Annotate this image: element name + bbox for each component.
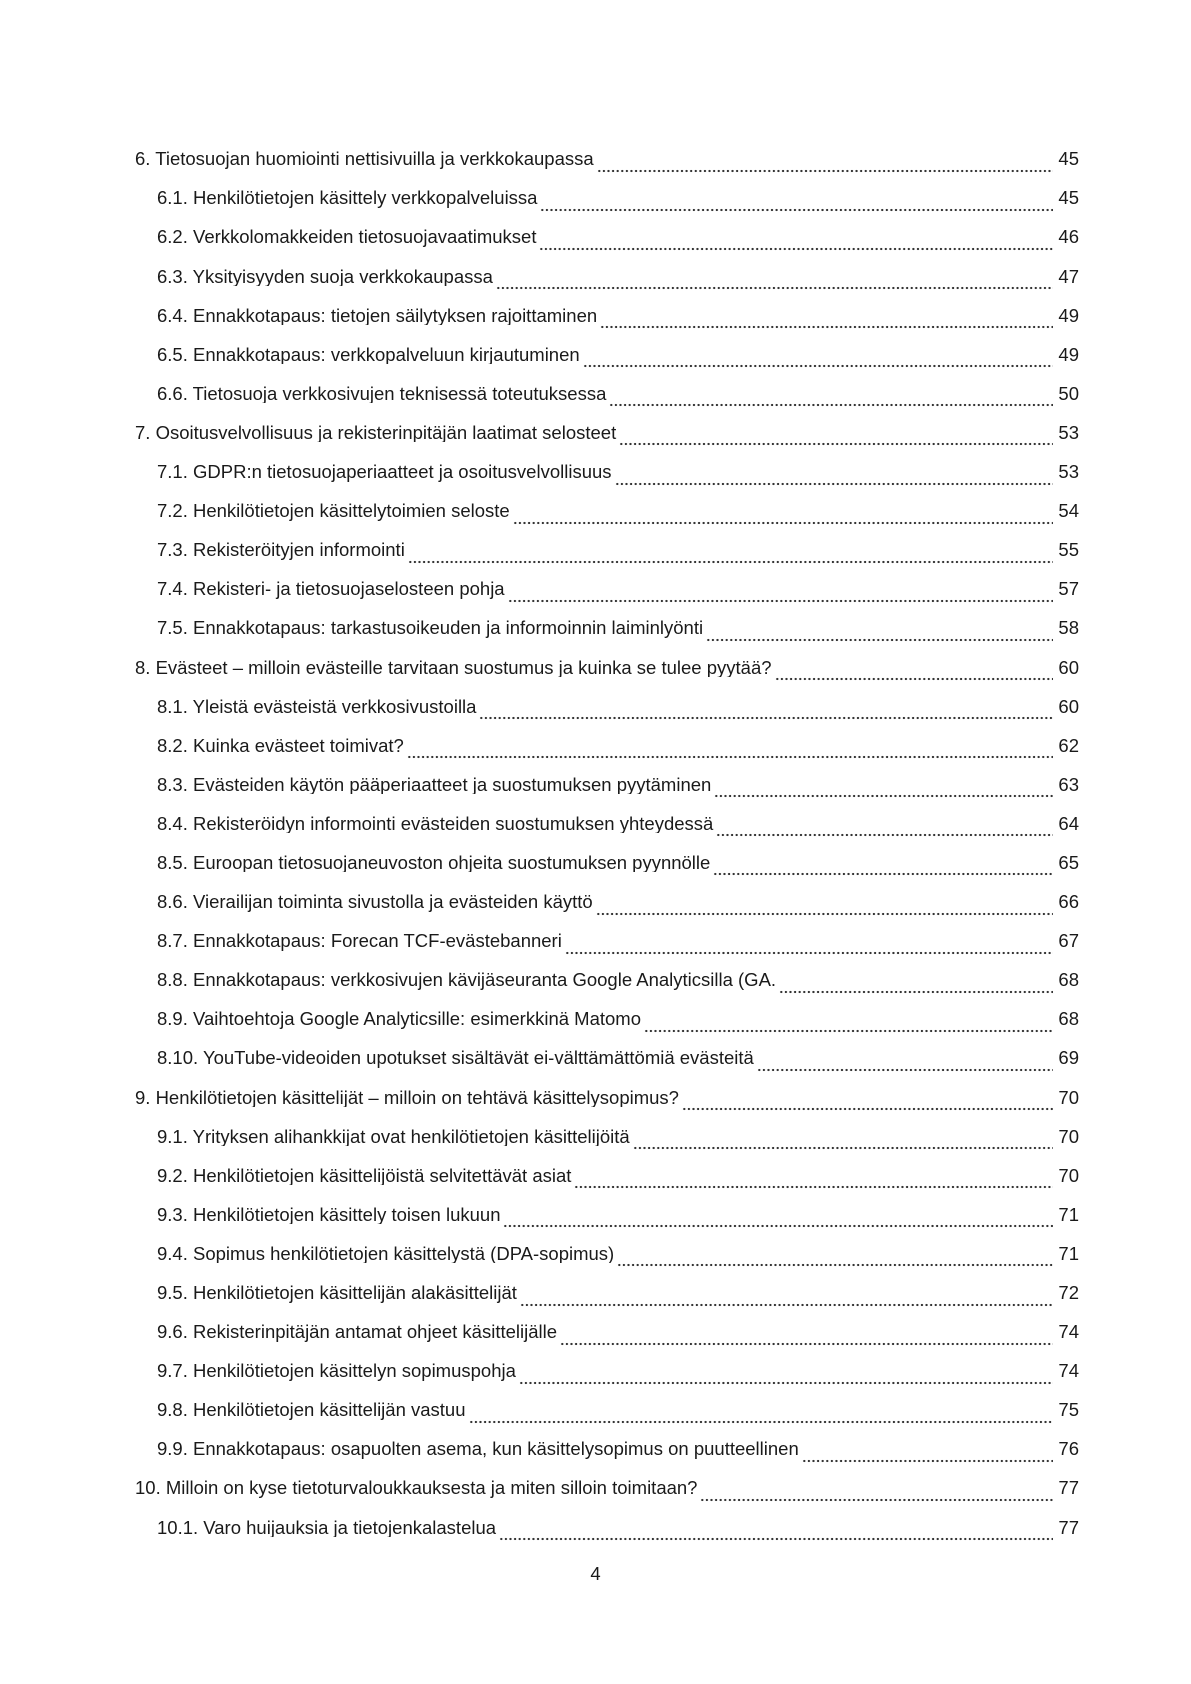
toc-entry-page-number: 47 — [1058, 265, 1079, 287]
toc-entry-page-number: 68 — [1058, 969, 1079, 991]
toc-section-entry[interactable] — [135, 726, 1079, 765]
toc-entry-page-number: 50 — [1058, 382, 1079, 404]
toc-entry-page-number: 75 — [1058, 1399, 1079, 1421]
toc-entry-page-number: 53 — [1058, 421, 1079, 443]
toc-dot-leader — [682, 1093, 1053, 1112]
toc-entry-title: 6.5. Ennakkotapaus: verkkopalveluun kirjautuminen — [157, 345, 580, 365]
toc-entry-title: 7.3. Rekisteröityjen informointi — [157, 541, 405, 560]
toc-section-entry[interactable] — [135, 883, 1079, 922]
toc-dot-leader — [513, 506, 1053, 525]
toc-entry-title: 7. Osoitusvelvollisuus ja rekisterinpitäjän laatimat selosteet — [135, 423, 617, 443]
toc-entry-page-number: 77 — [1058, 1477, 1079, 1499]
toc-section-entry[interactable] — [135, 766, 1079, 805]
toc-entry-page-number: 77 — [1058, 1516, 1079, 1538]
toc-dot-leader — [714, 780, 1053, 799]
toc-dot-leader — [615, 467, 1053, 486]
toc-section-entry[interactable] — [135, 1000, 1079, 1039]
toc-section-entry[interactable] — [135, 1391, 1079, 1430]
toc-section-entry[interactable] — [135, 1117, 1079, 1156]
toc-dot-leader — [757, 1053, 1053, 1072]
toc-entry-title: 9.1. Yrityksen alihankkijat ovat henkilötietojen käsittelijöitä — [157, 1127, 630, 1147]
toc-entry-title: 9.9. Ennakkotapaus: osapuolten asema, kun käsittelysopimus on puutteellinen — [157, 1440, 799, 1459]
toc-section-entry[interactable] — [135, 218, 1079, 257]
toc-entry-page-number: 49 — [1058, 304, 1079, 326]
toc-entry-page-number: 72 — [1058, 1282, 1079, 1304]
toc-section-entry[interactable] — [135, 257, 1079, 296]
toc-entry-page-number: 67 — [1058, 930, 1079, 952]
toc-chapter-entry[interactable] — [135, 1469, 1079, 1508]
toc-entry-title: 9.4. Sopimus henkilötietojen käsittelystä (DPA-sopimus) — [157, 1244, 615, 1264]
toc-entry-title: 10.1. Varo huijauksia ja tietojenkalastelua — [157, 1518, 497, 1538]
toc-entry-title: 6.4. Ennakkotapaus: tietojen säilytyksen rajoittaminen — [157, 306, 598, 326]
toc-section-entry[interactable] — [135, 687, 1079, 726]
toc-entry-title: 8.1. Yleistä evästeistä verkkosivustoilla — [157, 697, 477, 717]
toc-entry-title: 8.10. YouTube-videoiden upotukset sisältävät ei-välttämättömiä evästeitä — [157, 1049, 754, 1068]
toc-chapter-entry[interactable] — [135, 648, 1079, 687]
toc-entry-title: 8.2. Kuinka evästeet toimivat? — [157, 736, 404, 756]
toc-section-entry[interactable] — [135, 375, 1079, 414]
toc-chapter-entry[interactable] — [135, 414, 1079, 453]
toc-entry-title: 6.2. Verkkolomakkeiden tietosuojavaatimukset — [157, 228, 537, 247]
toc-dot-leader — [565, 936, 1053, 955]
toc-entry-title: 6.3. Yksityisyyden suoja verkkokaupassa — [157, 267, 493, 287]
toc-dot-leader — [503, 1210, 1053, 1229]
toc-section-entry[interactable] — [135, 1274, 1079, 1313]
toc-dot-leader — [700, 1483, 1053, 1502]
toc-dot-leader — [706, 623, 1053, 642]
toc-entry-title: 9.8. Henkilötietojen käsittelijän vastuu — [157, 1401, 466, 1420]
toc-entry-page-number: 70 — [1058, 1164, 1079, 1186]
toc-dot-leader — [496, 272, 1053, 291]
toc-section-entry[interactable] — [135, 335, 1079, 374]
toc-dot-leader — [479, 702, 1053, 721]
toc-entry-title: 8. Evästeet – milloin evästeille tarvitaan suostumus ja kuinka se tulee pyytää? — [135, 658, 772, 678]
toc-entry-page-number: 45 — [1058, 187, 1079, 209]
toc-chapter-entry[interactable] — [135, 1078, 1079, 1117]
toc-dot-leader — [520, 1288, 1053, 1307]
toc-entry-title: 7.5. Ennakkotapaus: tarkastusoikeuden ja informoinnin laiminlyönti — [157, 619, 704, 638]
toc-entry-title: 6.6. Tietosuoja verkkosivujen teknisessä toteutuksessa — [157, 384, 607, 404]
toc-dot-leader — [619, 428, 1053, 447]
toc-entry-title: 7.4. Rekisteri- ja tietosuojaselosteen pohja — [157, 580, 505, 599]
toc-entry-page-number: 62 — [1058, 734, 1079, 756]
toc-dot-leader — [617, 1249, 1053, 1268]
toc-dot-leader — [609, 389, 1053, 408]
toc-dot-leader — [633, 1132, 1053, 1151]
toc-dot-leader — [408, 545, 1053, 564]
toc-section-entry[interactable] — [135, 1313, 1079, 1352]
toc-entry-page-number: 65 — [1058, 851, 1079, 873]
toc-entry-page-number: 49 — [1058, 343, 1079, 365]
toc-section-entry[interactable] — [135, 1156, 1079, 1195]
toc-section-entry[interactable] — [135, 531, 1079, 570]
toc-entry-title: 10. Milloin on kyse tietoturvaloukkauksesta ja miten silloin toimitaan? — [135, 1479, 698, 1498]
toc-section-entry[interactable] — [135, 492, 1079, 531]
toc-dot-leader — [713, 858, 1053, 877]
toc-entry-title: 8.4. Rekisteröidyn informointi evästeiden suostumuksen yhteydessä — [157, 814, 714, 834]
toc-section-entry[interactable] — [135, 179, 1079, 218]
toc-entry-page-number: 71 — [1058, 1203, 1079, 1225]
toc-entry-page-number: 55 — [1058, 539, 1079, 561]
toc-entry-title: 9. Henkilötietojen käsittelijät – milloin on tehtävä käsittelysopimus? — [135, 1088, 679, 1108]
toc-dot-leader — [560, 1327, 1053, 1346]
toc-entry-page-number: 69 — [1058, 1047, 1079, 1069]
toc-entry-page-number: 74 — [1058, 1360, 1079, 1382]
toc-entry-page-number: 70 — [1058, 1086, 1079, 1108]
toc-dot-leader — [508, 584, 1053, 603]
toc-entry-page-number: 45 — [1058, 148, 1079, 170]
toc-section-entry[interactable] — [135, 296, 1079, 335]
toc-entry-title: 8.3. Evästeiden käytön pääperiaatteet ja suostumuksen pyytäminen — [157, 775, 712, 795]
toc-dot-leader — [574, 1171, 1053, 1190]
toc-entry-page-number: 66 — [1058, 891, 1079, 913]
toc-entry-title: 8.5. Euroopan tietosuojaneuvoston ohjeita suostumuksen pyynnölle — [157, 853, 711, 873]
toc-dot-leader — [775, 663, 1053, 682]
toc-entry-page-number: 46 — [1058, 226, 1079, 248]
toc-section-entry[interactable] — [135, 961, 1079, 1000]
toc-entry-page-number: 60 — [1058, 656, 1079, 678]
toc-entry-title: 8.9. Vaihtoehtoja Google Analyticsille: esimerkkinä Matomo — [157, 1010, 641, 1029]
toc-dot-leader — [583, 350, 1053, 369]
toc-entry-title: 8.7. Ennakkotapaus: Forecan TCF-evästebanneri — [157, 932, 562, 951]
toc-entry-title: 9.5. Henkilötietojen käsittelijän alakäsittelijät — [157, 1284, 517, 1303]
toc-section-entry[interactable] — [135, 844, 1079, 883]
toc-dot-leader — [519, 1366, 1053, 1385]
table-of-contents — [135, 140, 1079, 1547]
toc-chapter-entry[interactable] — [135, 140, 1079, 179]
toc-entry-page-number: 64 — [1058, 812, 1079, 834]
toc-dot-leader — [469, 1405, 1053, 1424]
toc-entry-page-number: 71 — [1058, 1242, 1079, 1264]
toc-entry-page-number: 76 — [1058, 1438, 1079, 1460]
toc-entry-page-number: 63 — [1058, 773, 1079, 795]
toc-entry-page-number: 74 — [1058, 1321, 1079, 1343]
toc-entry-page-number: 68 — [1058, 1008, 1079, 1030]
toc-entry-title: 6.1. Henkilötietojen käsittely verkkopalveluissa — [157, 189, 538, 208]
toc-section-entry[interactable] — [135, 570, 1079, 609]
toc-entry-page-number: 54 — [1058, 500, 1079, 522]
toc-entry-title: 9.3. Henkilötietojen käsittely toisen lukuun — [157, 1205, 501, 1225]
toc-entry-title: 9.7. Henkilötietojen käsittelyn sopimuspohja — [157, 1362, 516, 1381]
toc-section-entry[interactable] — [135, 1235, 1079, 1274]
toc-section-entry[interactable] — [135, 1196, 1079, 1235]
toc-entry-title: 7.2. Henkilötietojen käsittelytoimien seloste — [157, 502, 510, 521]
toc-entry-page-number: 53 — [1058, 461, 1079, 483]
toc-section-entry[interactable] — [135, 1352, 1079, 1391]
toc-entry-title: 9.2. Henkilötietojen käsittelijöistä selvitettävät asiat — [157, 1166, 572, 1186]
toc-dot-leader — [802, 1444, 1053, 1463]
toc-entry-page-number: 70 — [1058, 1125, 1079, 1147]
toc-section-entry[interactable] — [135, 805, 1079, 844]
toc-section-entry[interactable] — [135, 922, 1079, 961]
toc-section-entry[interactable] — [135, 1430, 1079, 1469]
toc-dot-leader — [596, 897, 1053, 916]
toc-dot-leader — [600, 311, 1053, 330]
toc-entry-title: 9.6. Rekisterinpitäjän antamat ohjeet käsittelijälle — [157, 1323, 558, 1342]
toc-dot-leader — [597, 154, 1053, 173]
toc-dot-leader — [779, 975, 1053, 994]
toc-entry-page-number: 60 — [1058, 695, 1079, 717]
toc-section-entry[interactable] — [135, 1039, 1079, 1078]
toc-entry-page-number: 58 — [1058, 617, 1079, 639]
toc-dot-leader — [540, 193, 1053, 212]
toc-dot-leader — [716, 819, 1053, 838]
toc-entry-title: 6. Tietosuojan huomiointi nettisivuilla ja verkkokaupassa — [135, 150, 594, 169]
toc-dot-leader — [539, 232, 1053, 251]
toc-dot-leader — [407, 741, 1053, 760]
toc-section-entry[interactable] — [135, 609, 1079, 648]
toc-dot-leader — [499, 1523, 1053, 1542]
page-number: 4 — [590, 1563, 601, 1584]
toc-entry-title: 8.8. Ennakkotapaus: verkkosivujen kävijäseuranta Google Analyticsilla (GA. — [157, 971, 777, 990]
toc-section-entry[interactable] — [135, 453, 1079, 492]
toc-entry-page-number: 57 — [1058, 578, 1079, 600]
toc-entry-title: 7.1. GDPR:n tietosuojaperiaatteet ja osoitusvelvollisuus — [157, 463, 612, 482]
toc-dot-leader — [644, 1014, 1053, 1033]
toc-section-entry[interactable] — [135, 1508, 1079, 1547]
toc-entry-title: 8.6. Vierailijan toiminta sivustolla ja evästeiden käyttö — [157, 893, 593, 912]
